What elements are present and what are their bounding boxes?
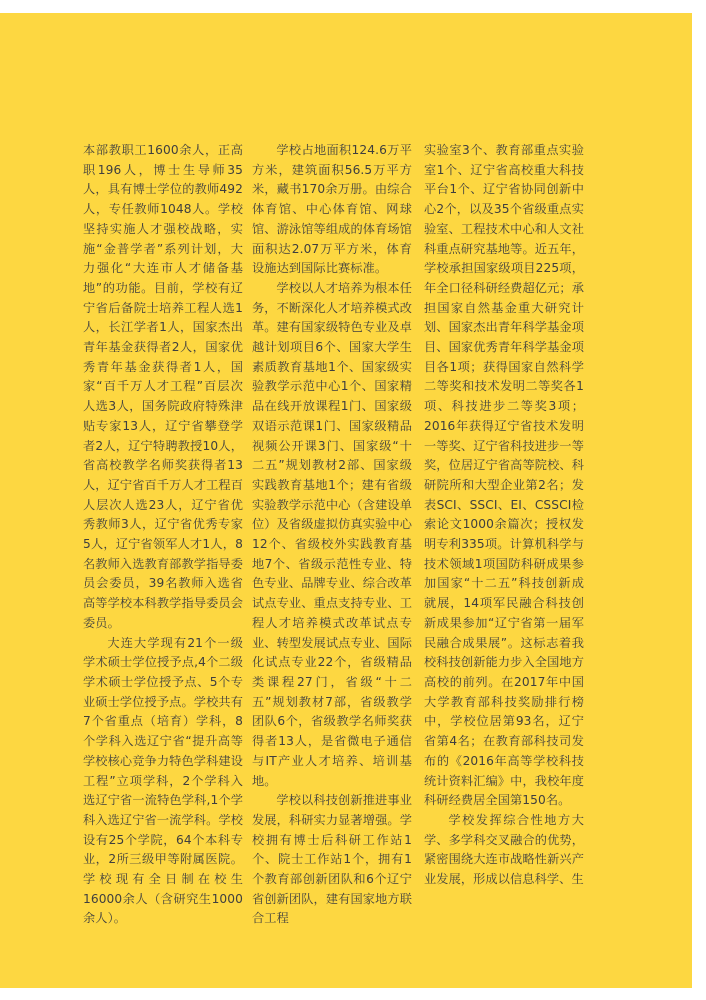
paragraph-campus: 学校占地面积124.6万平方米，建筑面积56.5万平方米，藏书170余万册。由综合体育馆、中心体育馆、网球馆、游泳馆等组成的体育场馆面积达2.07万平方米，体育设施达到国际比赛标准。 [252, 143, 412, 276]
text-column-1 [83, 141, 243, 929]
paragraph-teaching: 学校以人才培养为根本任务，不断深化人才培养模式改革。建有国家级特色专业及卓越计划项目6个、国家大学生素质教育基地1个、国家级实验教学示范中心1个、国家精品在线开放课程1门、国家级双语示范课1门、国家级精品视频公开课3门、国家级“十二五”规划教材2部、国家级实践教育基地1个；建有省级实验教学示范中心（含建设单位）及省级虚拟仿真实验中心12个、省级校外实践教育基地7个、省级示范性专业、特色专业、品牌专业、综合改革试点专业、重点支持专业、工程人才培养模式改革试点专业、转型发展试点专业、国际化试点专业22个，省级精品类课程27门，省级“十二五”规划教材7部，省级教学团队6个，省级教学名师奖获得者13人，是省微电子通信与IT产业人才培养、培训基地。 [252, 280, 412, 788]
paragraph-local-strategy: 学校发挥综合性地方大学、多学科交叉融合的优势，紧密围绕大连市战略性新兴产业发展，形成以信息科学、生 [424, 812, 584, 887]
paragraph-disciplines: 大连大学现有21个一级学术硕士学位授予点,4个二级学术硕士学位授予点、5个专业硕士学位授予点。学校共有7个省重点（培育）学科，8个学科入选辽宁省“提升高等学校核心竞争力特色学科建设工程”立项学科，2个学科入选辽宁省一流特色学科,1个学科入选辽宁省一流学科。学校设有25个学院，64个本科专业，2所三级甲等附属医院。学校现有全日制在校生16000余人（含研究生1000余人）。 [83, 635, 243, 926]
paragraph-research-achievements: 实验室3个、教育部重点实验室1个、辽宁省高校重大科技平台1个、辽宁省协同创新中心2个，以及35个省级重点实验室、工程技术中心和人文社科重点研究基地等。近五年，学校承担国家级项目225项，年全口径科研经费超亿元；承担国家自然基金重大研究计划、国家杰出青年科学基金项目、国家优秀青年科学基金项目各1项；获得国家自然科学二等奖和技术发明二等奖各1项、科技进步二等奖3项；2016年获得辽宁省技术发明一等奖、辽宁省科技进步一等奖，位居辽宁省高等院校、科研院所和大型企业第2名；发表SCI、SSCI、EI、CSSCI检索论文1000余篇次；授权发明专利335项。计算机科学与技术领域1项国防科研成果参加国家“十二五”科技创新成就展，14项军民融合科技创新成果参加“辽宁省第一届军民融合成果展”。这标志着我校科技创新能力步入全国地方高校的前列。在2017年中国大学教育部科技奖励排行榜中，学校位居第93名，辽宁省第4名；在教育部科技司发布的《2016年高等学校科技统计资料汇编》中，我校年度科研经费居全国第150名。 [424, 143, 584, 808]
text-column-2 [252, 141, 412, 929]
paragraph-research-intro: 学校以科技创新推进事业发展，科研实力显著增强。学校拥有博士后科研工作站1个、院士工作站1个，拥有1个教育部创新团队和6个辽宁省创新团队，建有国家地方联合工程 [252, 793, 412, 926]
text-column-3 [424, 141, 584, 890]
paragraph-faculty: 本部教职工1600余人，正高职196人，博士生导师35人，具有博士学位的教师492人，专任教师1048人。学校坚持实施人才强校战略，实施“金普学者”系列计划，大力强化“大连市人才储备基地”的功能。目前，学校有辽宁省后备院士培养工程人选1人，长江学者1人，国家杰出青年基金获得者2人，国家优秀青年基金获得者1人，国家“百千万人才工程”百层次人选3人，国务院政府特殊津贴专家13人，辽宁省攀登学者2人，辽宁特聘教授10人，省高校教学名师奖获得者13人，辽宁省百千万人才工程百人层次人选23人，辽宁省优秀教师3人，辽宁省优秀专家5人，辽宁省领军人才1人，8名教师入选教育部教学指导委员会委员，39名教师入选省高等学校本科教学指导委员会委员。 [83, 143, 243, 630]
